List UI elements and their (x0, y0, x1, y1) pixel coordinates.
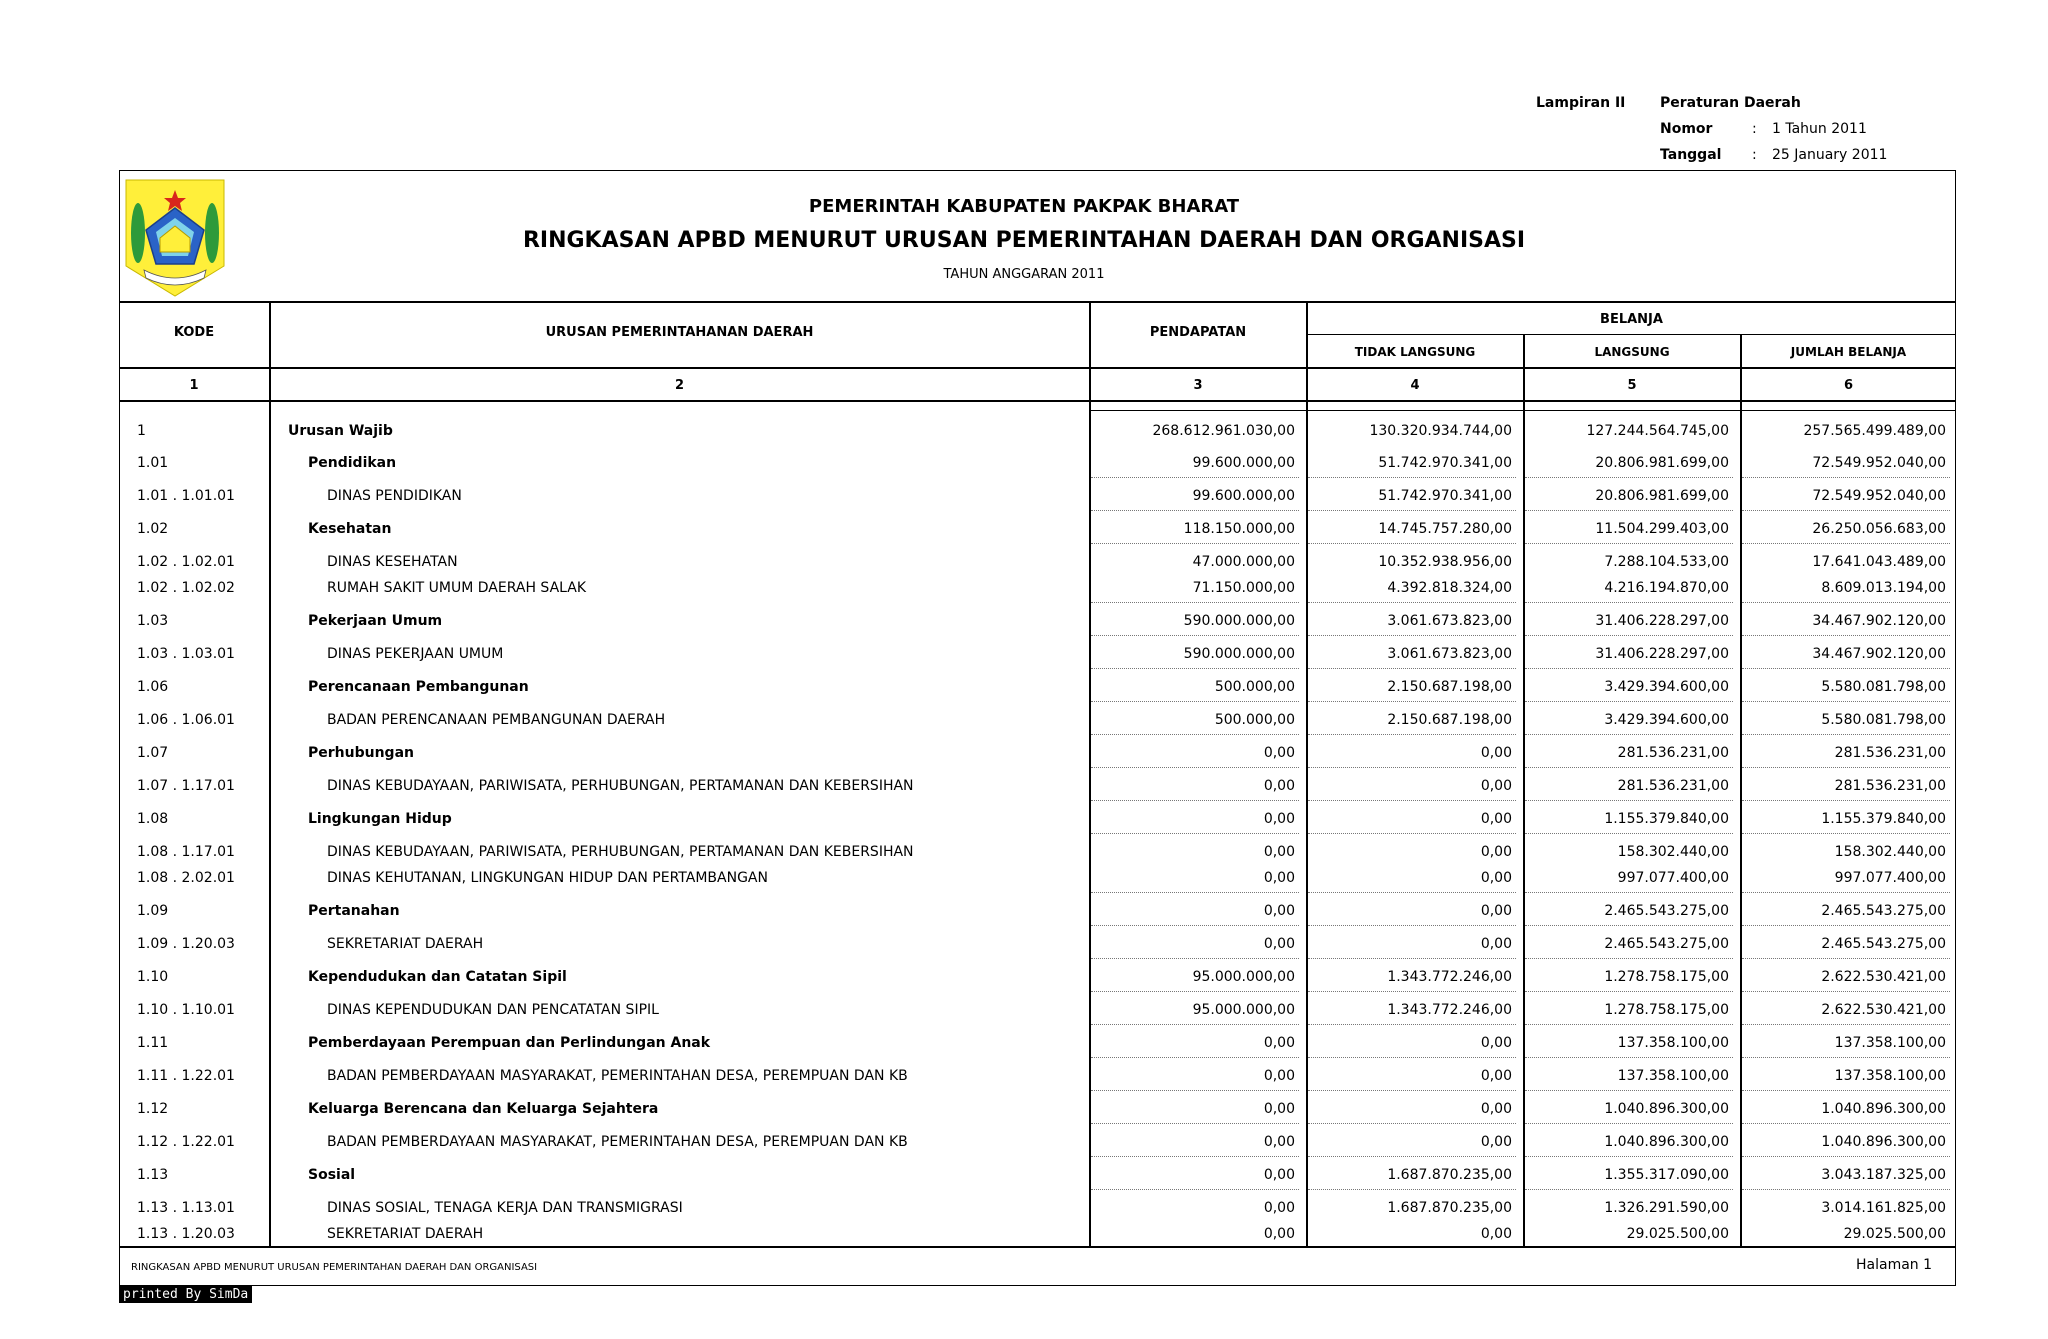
row-dotted-rule (1742, 734, 1950, 735)
row-dotted-rule (1308, 734, 1516, 735)
row-tidak-langsung-value: 2.150.687.198,00 (1387, 712, 1512, 728)
row-tidak-langsung-value: 0,00 (1480, 1035, 1512, 1051)
row-pendapatan-value: 0,00 (1263, 1167, 1295, 1183)
row-pendapatan-value: 0,00 (1263, 1101, 1295, 1117)
row-tidak-langsung-value: 0,00 (1480, 811, 1512, 827)
row-dotted-rule (1525, 1156, 1733, 1157)
table-row (0, 1200, 2048, 1220)
row-langsung-value: 137.358.100,00 (1617, 1068, 1729, 1084)
row-tidak-langsung-value: 3.061.673.823,00 (1387, 613, 1512, 629)
col-number-6: 6 (1843, 378, 1854, 393)
row-pendapatan-value: 0,00 (1263, 870, 1295, 886)
col-number-1: 1 (189, 378, 199, 393)
row-langsung-value: 281.536.231,00 (1617, 778, 1729, 794)
row-pendapatan-value: 0,00 (1263, 778, 1295, 794)
row-kode: 1.10 (137, 969, 169, 985)
table-row (0, 1167, 2048, 1187)
row-jumlah-value: 158.302.440,00 (1834, 844, 1946, 860)
row-dotted-rule (1091, 510, 1299, 511)
row-tidak-langsung-value: 2.150.687.198,00 (1387, 679, 1512, 695)
row-kode: 1.03 . 1.03.01 (137, 646, 235, 662)
row-langsung-value: 2.465.543.275,00 (1604, 903, 1729, 919)
row-dotted-rule (1742, 635, 1950, 636)
row-dotted-rule (1525, 1123, 1733, 1124)
row-dotted-rule (1742, 1024, 1950, 1025)
row-langsung-value: 11.504.299.403,00 (1595, 521, 1729, 537)
row-jumlah-value: 5.580.081.798,00 (1821, 712, 1946, 728)
row-langsung-value: 7.288.104.533,00 (1604, 554, 1729, 570)
row-kode: 1.02 (137, 521, 169, 537)
row-dotted-rule (1308, 701, 1516, 702)
row-kode: 1.09 (137, 903, 169, 919)
row-dotted-rule (1308, 602, 1516, 603)
row-kode: 1.01 . 1.01.01 (137, 488, 235, 504)
table-row (0, 936, 2048, 956)
table-row (0, 1134, 2048, 1154)
row-dotted-rule (1742, 668, 1950, 669)
row-langsung-value: 1.278.758.175,00 (1604, 969, 1729, 985)
table-row (0, 423, 2048, 443)
row-jumlah-value: 72.549.952.040,00 (1812, 455, 1946, 471)
row-jumlah-value: 281.536.231,00 (1834, 745, 1946, 761)
row-dotted-rule (1308, 1189, 1516, 1190)
row-dotted-rule (1308, 510, 1516, 511)
row-dotted-rule (1742, 1189, 1950, 1190)
row-jumlah-value: 1.040.896.300,00 (1821, 1101, 1946, 1117)
row-dotted-rule (1742, 1123, 1950, 1124)
row-tidak-langsung-value: 0,00 (1480, 903, 1512, 919)
row-dotted-rule (1091, 991, 1299, 992)
row-tidak-langsung-value: 51.742.970.341,00 (1378, 488, 1512, 504)
row-dotted-rule (1525, 991, 1733, 992)
row-dotted-rule (1091, 635, 1299, 636)
row-dotted-rule (1308, 1090, 1516, 1091)
row-dotted-rule (1308, 892, 1516, 893)
col-number-4: 4 (1410, 378, 1420, 393)
row-kode: 1.08 . 1.17.01 (137, 844, 235, 860)
row-urusan-name: Pendidikan (308, 455, 397, 471)
row-dotted-rule (1742, 991, 1950, 992)
row-langsung-value: 158.302.440,00 (1617, 844, 1729, 860)
row-langsung-value: 137.358.100,00 (1617, 1035, 1729, 1051)
row-dotted-rule (1091, 1123, 1299, 1124)
row-dotted-rule (1525, 958, 1733, 959)
row-tidak-langsung-value: 1.343.772.246,00 (1387, 1002, 1512, 1018)
row-dotted-rule (1525, 800, 1733, 801)
row-kode: 1.07 (137, 745, 169, 761)
row-dotted-rule (1525, 602, 1733, 603)
tanggal-separator: : (1752, 147, 1757, 163)
row-dotted-rule (1525, 1189, 1733, 1190)
row-tidak-langsung-value: 0,00 (1480, 778, 1512, 794)
table-row (0, 455, 2048, 475)
row-dotted-rule (1091, 1024, 1299, 1025)
row-langsung-value: 3.429.394.600,00 (1604, 712, 1729, 728)
row-kode: 1.13 (137, 1167, 169, 1183)
row-dotted-rule (1308, 800, 1516, 801)
row-dotted-rule (1742, 800, 1950, 801)
row-dotted-rule (1091, 602, 1299, 603)
row-kode: 1.06 (137, 679, 169, 695)
row-kode: 1.12 . 1.22.01 (137, 1134, 235, 1150)
row-dotted-rule (1091, 800, 1299, 801)
table-row (0, 554, 2048, 574)
row-langsung-value: 29.025.500,00 (1626, 1226, 1729, 1242)
header-pendapatan: PENDAPATAN (1149, 325, 1247, 340)
row-dotted-rule (1091, 767, 1299, 768)
row-dotted-rule (1525, 1057, 1733, 1058)
row-urusan-name: DINAS PENDIDIKAN (327, 488, 462, 504)
row-dotted-rule (1308, 1123, 1516, 1124)
footer-report-name: RINGKASAN APBD MENURUT URUSAN PEMERINTAHAN DAERAH DAN ORGANISASI (131, 1262, 538, 1273)
row-jumlah-value: 17.641.043.489,00 (1812, 554, 1946, 570)
row-urusan-name: Lingkungan Hidup (308, 811, 452, 827)
row-dotted-rule (1308, 635, 1516, 636)
row-tidak-langsung-value: 0,00 (1480, 1134, 1512, 1150)
row-pendapatan-value: 99.600.000,00 (1192, 488, 1295, 504)
row-dotted-rule (1308, 1156, 1516, 1157)
table-row (0, 844, 2048, 864)
row-dotted-rule (1525, 1024, 1733, 1025)
row-jumlah-value: 1.040.896.300,00 (1821, 1134, 1946, 1150)
lampiran-label: Lampiran II (1536, 95, 1626, 111)
col-number-5: 5 (1627, 378, 1637, 393)
header-langsung: LANGSUNG (1594, 345, 1670, 359)
row-dotted-rule (1091, 543, 1299, 544)
header-urusan: URUSAN PEMERINTAHANAN DAERAH (545, 325, 814, 340)
row-pendapatan-value: 118.150.000,00 (1183, 521, 1295, 537)
table-row (0, 646, 2048, 666)
row-dotted-rule (1091, 925, 1299, 926)
row-dotted-rule (1742, 958, 1950, 959)
printed-by-badge: printed By SimDa (119, 1286, 252, 1303)
row-kode: 1.07 . 1.17.01 (137, 778, 235, 794)
row-dotted-rule (1525, 477, 1733, 478)
row-urusan-name: DINAS PEKERJAAN UMUM (327, 646, 504, 662)
row-jumlah-value: 34.467.902.120,00 (1812, 646, 1946, 662)
row-urusan-name: DINAS KEHUTANAN, LINGKUNGAN HIDUP DAN PERTAMBANGAN (327, 870, 768, 886)
row-dotted-rule (1308, 1024, 1516, 1025)
row-pendapatan-value: 99.600.000,00 (1192, 455, 1295, 471)
row-urusan-name: BADAN PEMBERDAYAAN MASYARAKAT, PEMERINTAHAN DESA, PEREMPUAN DAN KB (327, 1068, 908, 1084)
table-row (0, 1068, 2048, 1088)
row-kode: 1 (137, 423, 146, 439)
row-dotted-rule (1091, 892, 1299, 893)
row-dotted-rule (1091, 734, 1299, 735)
row-langsung-value: 2.465.543.275,00 (1604, 936, 1729, 952)
row-tidak-langsung-value: 0,00 (1480, 1068, 1512, 1084)
row-jumlah-value: 2.465.543.275,00 (1821, 903, 1946, 919)
row-dotted-rule (1308, 925, 1516, 926)
row-dotted-rule (1742, 510, 1950, 511)
row-urusan-name: Perhubungan (308, 745, 414, 761)
row-tidak-langsung-value: 0,00 (1480, 936, 1512, 952)
row-dotted-rule (1742, 925, 1950, 926)
row-langsung-value: 1.326.291.590,00 (1604, 1200, 1729, 1216)
row-urusan-name: DINAS KESEHATAN (327, 554, 458, 570)
row-dotted-rule (1525, 510, 1733, 511)
row-jumlah-value: 281.536.231,00 (1834, 778, 1946, 794)
table-row (0, 811, 2048, 831)
row-jumlah-value: 997.077.400,00 (1834, 870, 1946, 886)
row-urusan-name: Kesehatan (308, 521, 392, 537)
table-top-border (119, 301, 1956, 303)
header-bottom-border (119, 367, 1956, 369)
row-tidak-langsung-value: 51.742.970.341,00 (1378, 455, 1512, 471)
row-tidak-langsung-value: 0,00 (1480, 844, 1512, 860)
col-number-3: 3 (1193, 378, 1203, 393)
row-dotted-rule (1308, 991, 1516, 992)
row-tidak-langsung-value: 130.320.934.744,00 (1369, 423, 1512, 439)
row-pendapatan-value: 0,00 (1263, 1200, 1295, 1216)
row-kode: 1.11 . 1.22.01 (137, 1068, 235, 1084)
nomor-value: 1 Tahun 2011 (1772, 121, 1867, 137)
row-tidak-langsung-value: 0,00 (1480, 870, 1512, 886)
row-dotted-rule (1091, 668, 1299, 669)
row-langsung-value: 31.406.228.297,00 (1595, 613, 1729, 629)
row-pendapatan-value: 0,00 (1263, 844, 1295, 860)
table-row (0, 679, 2048, 699)
row-kode: 1.10 . 1.10.01 (137, 1002, 235, 1018)
row-pendapatan-value: 500.000,00 (1214, 712, 1295, 728)
row-pendapatan-value: 95.000.000,00 (1192, 969, 1295, 985)
row-kode: 1.08 . 2.02.01 (137, 870, 235, 886)
tanggal-label: Tanggal (1660, 147, 1722, 163)
row-tidak-langsung-value: 0,00 (1480, 745, 1512, 761)
row-pendapatan-value: 0,00 (1263, 1226, 1295, 1242)
row-tidak-langsung-value: 14.745.757.280,00 (1378, 521, 1512, 537)
report-title-government: PEMERINTAH KABUPATEN PAKPAK BHARAT (808, 196, 1240, 217)
row-jumlah-value: 3.043.187.325,00 (1821, 1167, 1946, 1183)
row-urusan-name: RUMAH SAKIT UMUM DAERAH SALAK (327, 580, 587, 596)
row-urusan-name: Kependudukan dan Catatan Sipil (308, 969, 567, 985)
row-dotted-rule (1091, 1156, 1299, 1157)
row-langsung-value: 127.244.564.745,00 (1586, 423, 1729, 439)
row-urusan-name: DINAS KEBUDAYAAN, PARIWISATA, PERHUBUNGAN, PERTAMANAN DAN KEBERSIHAN (327, 778, 914, 794)
row-kode: 1.01 (137, 455, 169, 471)
row-pendapatan-value: 0,00 (1263, 745, 1295, 761)
row-jumlah-value: 1.155.379.840,00 (1821, 811, 1946, 827)
row-dotted-rule (1525, 543, 1733, 544)
row-urusan-name: DINAS SOSIAL, TENAGA KERJA DAN TRANSMIGRASI (327, 1200, 683, 1216)
row-pendapatan-value: 47.000.000,00 (1192, 554, 1295, 570)
footer-bottom-line (119, 1285, 1956, 1286)
table-row (0, 969, 2048, 989)
row-tidak-langsung-value: 1.687.870.235,00 (1387, 1200, 1512, 1216)
table-row (0, 580, 2048, 600)
nomor-separator: : (1752, 121, 1757, 137)
table-row (0, 1035, 2048, 1055)
row-urusan-name: Pekerjaan Umum (308, 613, 443, 629)
row-kode: 1.08 (137, 811, 169, 827)
row-dotted-rule (1308, 1057, 1516, 1058)
row-jumlah-value: 5.580.081.798,00 (1821, 679, 1946, 695)
row-dotted-rule (1525, 701, 1733, 702)
row-dotted-rule (1091, 833, 1299, 834)
row-pendapatan-value: 0,00 (1263, 1068, 1295, 1084)
table-row (0, 870, 2048, 890)
row-dotted-rule (1742, 892, 1950, 893)
row-pendapatan-value: 590.000.000,00 (1183, 646, 1295, 662)
row-langsung-value: 31.406.228.297,00 (1595, 646, 1729, 662)
row-dotted-rule (1742, 701, 1950, 702)
table-row (0, 1002, 2048, 1022)
row-kode: 1.11 (137, 1035, 169, 1051)
row-urusan-name: SEKRETARIAT DAERAH (327, 1226, 484, 1242)
row-tidak-langsung-value: 0,00 (1480, 1101, 1512, 1117)
row-jumlah-value: 2.465.543.275,00 (1821, 936, 1946, 952)
row-kode: 1.13 . 1.20.03 (137, 1226, 235, 1242)
row-pendapatan-value: 590.000.000,00 (1183, 613, 1295, 629)
row-kode: 1.06 . 1.06.01 (137, 712, 235, 728)
row-kode: 1.02 . 1.02.01 (137, 554, 235, 570)
row-dotted-rule (1308, 668, 1516, 669)
row-urusan-name: Urusan Wajib (288, 423, 393, 439)
row-dotted-rule (1525, 925, 1733, 926)
row-tidak-langsung-value: 1.343.772.246,00 (1387, 969, 1512, 985)
row-jumlah-value: 34.467.902.120,00 (1812, 613, 1946, 629)
row-dotted-rule (1742, 1156, 1950, 1157)
row-kode: 1.09 . 1.20.03 (137, 936, 235, 952)
row-dotted-rule (1742, 833, 1950, 834)
row-urusan-name: Pertanahan (308, 903, 400, 919)
row-dotted-rule (1091, 1057, 1299, 1058)
row-tidak-langsung-value: 0,00 (1480, 1226, 1512, 1242)
table-bottom-border (119, 1246, 1956, 1248)
header-tidak-langsung: TIDAK LANGSUNG (1354, 345, 1476, 359)
row-langsung-value: 1.278.758.175,00 (1604, 1002, 1729, 1018)
row-jumlah-value: 137.358.100,00 (1834, 1035, 1946, 1051)
row-langsung-value: 1.040.896.300,00 (1604, 1134, 1729, 1150)
row-langsung-value: 1.155.379.840,00 (1604, 811, 1729, 827)
row-jumlah-value: 8.609.013.194,00 (1821, 580, 1946, 596)
row-dotted-rule (1308, 543, 1516, 544)
table-row (0, 613, 2048, 633)
row-dotted-rule (1525, 1090, 1733, 1091)
row-jumlah-value: 257.565.499.489,00 (1803, 423, 1946, 439)
row-tidak-langsung-value: 3.061.673.823,00 (1387, 646, 1512, 662)
row-dotted-rule (1091, 477, 1299, 478)
row-dotted-rule (1742, 1057, 1950, 1058)
report-title-main: RINGKASAN APBD MENURUT URUSAN PEMERINTAHAN DAERAH DAN ORGANISASI (522, 228, 1526, 253)
row-urusan-name: BADAN PERENCANAAN PEMBANGUNAN DAERAH (327, 712, 666, 728)
row-dotted-rule (1091, 958, 1299, 959)
row-jumlah-value: 26.250.056.683,00 (1812, 521, 1946, 537)
belanja-subheader-line (1306, 334, 1956, 335)
col-number-2: 2 (674, 378, 685, 393)
tanggal-value: 25 January 2011 (1772, 147, 1888, 163)
row-dotted-rule (1742, 602, 1950, 603)
header-kode: KODE (173, 325, 215, 340)
row-pendapatan-value: 0,00 (1263, 903, 1295, 919)
table-row (0, 521, 2048, 541)
row-jumlah-value: 3.014.161.825,00 (1821, 1200, 1946, 1216)
row-dotted-rule (1742, 477, 1950, 478)
row-langsung-value: 997.077.400,00 (1617, 870, 1729, 886)
row-jumlah-value: 72.549.952.040,00 (1812, 488, 1946, 504)
row-dotted-rule (1091, 1189, 1299, 1190)
row-dotted-rule (1308, 477, 1516, 478)
row-dotted-rule (1525, 635, 1733, 636)
number-row-border (119, 400, 1956, 402)
row-kode: 1.03 (137, 613, 169, 629)
row-tidak-langsung-value: 4.392.818.324,00 (1387, 580, 1512, 596)
row-urusan-name: DINAS KEBUDAYAAN, PARIWISATA, PERHUBUNGAN, PERTAMANAN DAN KEBERSIHAN (327, 844, 914, 860)
row-dotted-rule (1308, 833, 1516, 834)
row-tidak-langsung-value: 10.352.938.956,00 (1378, 554, 1512, 570)
row-dotted-rule (1742, 767, 1950, 768)
row-pendapatan-value: 500.000,00 (1214, 679, 1295, 695)
row-urusan-name: SEKRETARIAT DAERAH (327, 936, 484, 952)
row-pendapatan-value: 0,00 (1263, 811, 1295, 827)
row-kode: 1.02 . 1.02.02 (137, 580, 235, 596)
row-dotted-rule (1525, 668, 1733, 669)
peraturan-label: Peraturan Daerah (1660, 95, 1801, 111)
row-dotted-rule (1091, 1090, 1299, 1091)
row-dotted-rule (1742, 1090, 1950, 1091)
row-pendapatan-value: 268.612.961.030,00 (1152, 423, 1295, 439)
row-jumlah-value: 137.358.100,00 (1834, 1068, 1946, 1084)
row-tidak-langsung-value: 1.687.870.235,00 (1387, 1167, 1512, 1183)
row-dotted-rule (1525, 767, 1733, 768)
row-dotted-rule (1525, 892, 1733, 893)
row-langsung-value: 3.429.394.600,00 (1604, 679, 1729, 695)
table-row (0, 488, 2048, 508)
row-urusan-name: Sosial (308, 1167, 356, 1183)
row-dotted-rule (1308, 958, 1516, 959)
row-pendapatan-value: 0,00 (1263, 1134, 1295, 1150)
row-langsung-value: 1.355.317.090,00 (1604, 1167, 1729, 1183)
row-urusan-name: BADAN PEMBERDAYAAN MASYARAKAT, PEMERINTAHAN DESA, PEREMPUAN DAN KB (327, 1134, 908, 1150)
row-jumlah-value: 2.622.530.421,00 (1821, 1002, 1946, 1018)
row-urusan-name: Perencanaan Pembangunan (308, 679, 529, 695)
table-row (0, 778, 2048, 798)
row-pendapatan-value: 95.000.000,00 (1192, 1002, 1295, 1018)
table-row (0, 712, 2048, 732)
row-pendapatan-value: 0,00 (1263, 1035, 1295, 1051)
row-dotted-rule (1525, 734, 1733, 735)
header-jumlah-belanja: JUMLAH BELANJA (1790, 345, 1907, 359)
row-dotted-rule (1308, 767, 1516, 768)
row-pendapatan-value: 71.150.000,00 (1192, 580, 1295, 596)
table-row (0, 1226, 2048, 1246)
row-langsung-value: 281.536.231,00 (1617, 745, 1729, 761)
row-urusan-name: DINAS KEPENDUDUKAN DAN PENCATATAN SIPIL (327, 1002, 659, 1018)
row-urusan-name: Keluarga Berencana dan Keluarga Sejahtera (308, 1101, 659, 1117)
report-title-year: TAHUN ANGGARAN 2011 (943, 267, 1105, 282)
row-kode: 1.12 (137, 1101, 169, 1117)
row-urusan-name: Pemberdayaan Perempuan dan Perlindungan Anak (308, 1035, 711, 1051)
page-number: Halaman 1 (1856, 1257, 1933, 1273)
row-pendapatan-value: 0,00 (1263, 936, 1295, 952)
table-row (0, 745, 2048, 765)
table-row (0, 903, 2048, 923)
row-langsung-value: 1.040.896.300,00 (1604, 1101, 1729, 1117)
row-dotted-rule (1525, 833, 1733, 834)
row-dotted-rule (1091, 701, 1299, 702)
row-jumlah-value: 29.025.500,00 (1843, 1226, 1946, 1242)
nomor-label: Nomor (1660, 121, 1713, 137)
row-jumlah-value: 2.622.530.421,00 (1821, 969, 1946, 985)
row-dotted-rule (1742, 543, 1950, 544)
row-langsung-value: 20.806.981.699,00 (1595, 455, 1729, 471)
row-langsung-value: 4.216.194.870,00 (1604, 580, 1729, 596)
row-langsung-value: 20.806.981.699,00 (1595, 488, 1729, 504)
row-kode: 1.13 . 1.13.01 (137, 1200, 235, 1216)
header-belanja: BELANJA (1600, 312, 1663, 327)
table-row (0, 1101, 2048, 1121)
